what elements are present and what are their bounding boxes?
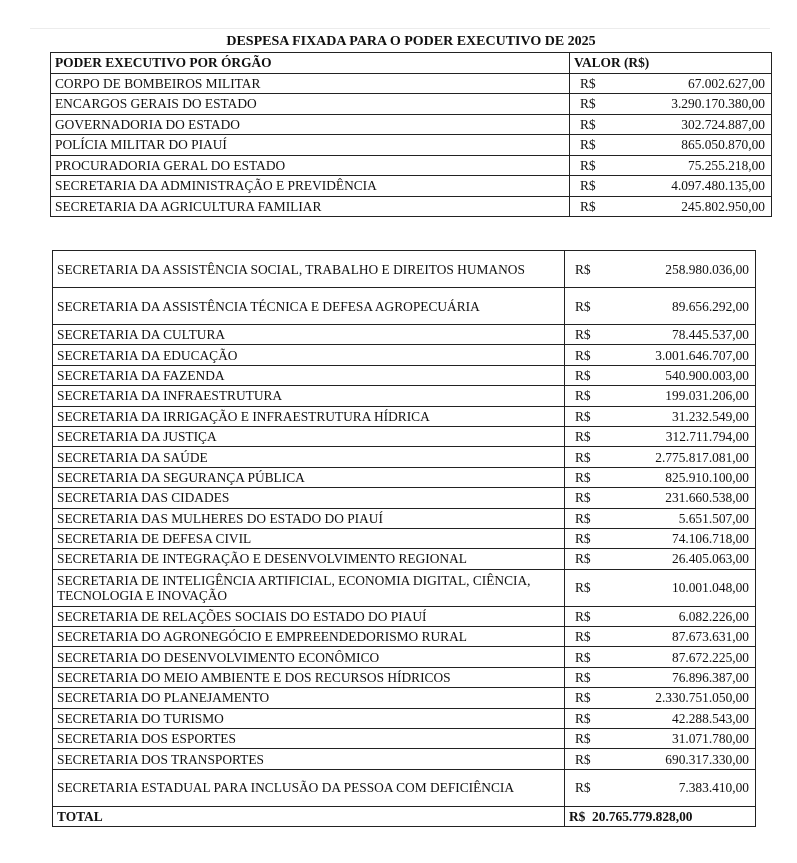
- valor-cell: [565, 345, 756, 365]
- orgao-cell: SECRETARIA DE INTELIGÊNCIA ARTIFICIAL, ECONOMIA DIGITAL, CIÊNCIA, TECNOLOGIA E INOVAÇÃO: [53, 569, 565, 606]
- currency-symbol: R$: [580, 75, 596, 91]
- currency-symbol: R$: [575, 649, 591, 665]
- orgao-cell: SECRETARIA DA AGRICULTURA FAMILIAR: [51, 196, 570, 217]
- valor-cell: [570, 94, 772, 115]
- table-row: [53, 729, 756, 749]
- currency-symbol: R$: [575, 690, 591, 706]
- valor-cell: [565, 769, 756, 806]
- orgao-cell: SECRETARIA DE RELAÇÕES SOCIAIS DO ESTADO DO PIAUÍ: [53, 606, 565, 626]
- currency-symbol: R$: [580, 157, 596, 173]
- currency-symbol: R$: [575, 629, 591, 645]
- table-row: [53, 528, 756, 548]
- table-row: [53, 325, 756, 345]
- currency-symbol: R$: [575, 298, 591, 314]
- amount: 31.071.780,00: [672, 731, 749, 747]
- valor-cell: [570, 135, 772, 156]
- currency-symbol: R$: [575, 388, 591, 404]
- budget-table-part2: [52, 250, 756, 827]
- header-orgao: PODER EXECUTIVO POR ÓRGÃO: [51, 53, 570, 74]
- table-row: [53, 467, 756, 487]
- valor-cell: [565, 528, 756, 548]
- amount: 74.106.718,00: [672, 531, 749, 547]
- orgao-cell: SECRETARIA ESTADUAL PARA INCLUSÃO DA PESSOA COM DEFICIÊNCIA: [53, 769, 565, 806]
- orgao-cell: SECRETARIA DA JUSTIÇA: [53, 426, 565, 446]
- table-row: [53, 606, 756, 626]
- valor-cell: [565, 365, 756, 385]
- currency-symbol: R$: [580, 137, 596, 153]
- valor-cell: [565, 488, 756, 508]
- currency-symbol: R$: [575, 580, 591, 596]
- orgao-cell: SECRETARIA DA INFRAESTRUTURA: [53, 386, 565, 406]
- currency-symbol: R$: [575, 780, 591, 796]
- amount: 2.330.751.050,00: [655, 690, 749, 706]
- amount: 89.656.292,00: [672, 298, 749, 314]
- valor-cell: [565, 627, 756, 647]
- valor-cell: [565, 288, 756, 325]
- orgao-cell: SECRETARIA DO PLANEJAMENTO: [53, 688, 565, 708]
- currency-symbol: R$: [575, 327, 591, 343]
- currency-symbol: R$: [575, 408, 591, 424]
- orgao-cell: SECRETARIA DE INTEGRAÇÃO E DESENVOLVIMENTO REGIONAL: [53, 549, 565, 569]
- valor-cell: [565, 251, 756, 288]
- table-row: [51, 73, 772, 94]
- currency-symbol: R$: [575, 449, 591, 465]
- valor-cell: [565, 467, 756, 487]
- amount: 67.002.627,00: [688, 75, 765, 91]
- currency-symbol: R$: [575, 490, 591, 506]
- valor-cell: [565, 749, 756, 769]
- currency-symbol: R$: [580, 96, 596, 112]
- valor-cell: [565, 325, 756, 345]
- table-row: [53, 647, 756, 667]
- orgao-cell: GOVERNADORIA DO ESTADO: [51, 114, 570, 135]
- table-row: [53, 667, 756, 687]
- amount: 4.097.480.135,00: [671, 178, 765, 194]
- valor-cell: [565, 406, 756, 426]
- amount: 42.288.543,00: [672, 710, 749, 726]
- valor-cell: [565, 729, 756, 749]
- orgao-cell: SECRETARIA DO AGRONEGÓCIO E EMPREENDEDORISMO RURAL: [53, 627, 565, 647]
- orgao-cell: SECRETARIA DA SAÚDE: [53, 447, 565, 467]
- valor-cell: [565, 667, 756, 687]
- table-row: [53, 688, 756, 708]
- amount: 76.896.387,00: [672, 670, 749, 686]
- table-row: [51, 135, 772, 156]
- table-row: [53, 365, 756, 385]
- table-row: [53, 569, 756, 606]
- amount: 10.001.048,00: [672, 580, 749, 596]
- table-row: [53, 386, 756, 406]
- amount: 3.290.170.380,00: [671, 96, 765, 112]
- amount: 312.711.794,00: [665, 429, 749, 445]
- orgao-cell: SECRETARIA DAS MULHERES DO ESTADO DO PIAUÍ: [53, 508, 565, 528]
- amount: 7.383.410,00: [678, 780, 749, 796]
- valor-cell: [570, 176, 772, 197]
- amount: 231.660.538,00: [665, 490, 749, 506]
- table-row: [53, 488, 756, 508]
- currency-symbol: R$: [580, 198, 596, 214]
- table-row: [53, 708, 756, 728]
- currency-symbol: R$: [575, 608, 591, 624]
- orgao-cell: SECRETARIA DA FAZENDA: [53, 365, 565, 385]
- valor-cell: [570, 73, 772, 94]
- table-row: [53, 406, 756, 426]
- table-row: [51, 176, 772, 197]
- table-row: [53, 627, 756, 647]
- amount: 540.900.003,00: [665, 367, 749, 383]
- amount: 78.445.537,00: [672, 327, 749, 343]
- amount: 75.255.218,00: [688, 157, 765, 173]
- table-row: [53, 288, 756, 325]
- valor-cell: [565, 386, 756, 406]
- currency-symbol: R$: [575, 751, 591, 767]
- orgao-cell: SECRETARIA DA IRRIGAÇÃO E INFRAESTRUTURA HÍDRICA: [53, 406, 565, 426]
- valor-cell: [565, 606, 756, 626]
- orgao-cell: CORPO DE BOMBEIROS MILITAR: [51, 73, 570, 94]
- header-valor: VALOR (R$): [570, 53, 772, 74]
- amount: 5.651.507,00: [678, 510, 749, 526]
- amount: 87.673.631,00: [672, 629, 749, 645]
- amount: 26.405.063,00: [672, 551, 749, 567]
- amount: 865.050.870,00: [681, 137, 765, 153]
- amount: 87.672.225,00: [672, 649, 749, 665]
- table-row: [51, 114, 772, 135]
- orgao-cell: SECRETARIA DA CULTURA: [53, 325, 565, 345]
- table-row: [53, 549, 756, 569]
- currency-symbol: R$: [575, 367, 591, 383]
- orgao-cell: ENCARGOS GERAIS DO ESTADO: [51, 94, 570, 115]
- currency-symbol: R$: [575, 429, 591, 445]
- top-divider: [30, 28, 770, 29]
- valor-cell: [565, 426, 756, 446]
- amount: 2.775.817.081,00: [655, 449, 749, 465]
- valor-cell: [565, 447, 756, 467]
- amount: 245.802.950,00: [681, 198, 765, 214]
- orgao-cell: SECRETARIA DA ASSISTÊNCIA TÉCNICA E DEFESA AGROPECUÁRIA: [53, 288, 565, 325]
- orgao-cell: SECRETARIA DOS ESPORTES: [53, 729, 565, 749]
- amount: 31.232.549,00: [672, 408, 749, 424]
- table-row: [51, 155, 772, 176]
- table-row: [51, 94, 772, 115]
- orgao-cell: SECRETARIA DA SEGURANÇA PÚBLICA: [53, 467, 565, 487]
- table-row: [51, 196, 772, 217]
- amount: 690.317.330,00: [665, 751, 749, 767]
- orgao-cell: SECRETARIA DA ASSISTÊNCIA SOCIAL, TRABALHO E DIREITOS HUMANOS: [53, 251, 565, 288]
- valor-cell: [565, 569, 756, 606]
- valor-cell: [565, 708, 756, 728]
- currency-symbol: R$: [575, 261, 591, 277]
- orgao-cell: POLÍCIA MILITAR DO PIAUÍ: [51, 135, 570, 156]
- total-label: TOTAL: [53, 806, 565, 826]
- valor-cell: [570, 114, 772, 135]
- table-header-row: [51, 53, 772, 74]
- currency-symbol: R$: [575, 469, 591, 485]
- table-row: [53, 769, 756, 806]
- currency-symbol: R$: [575, 670, 591, 686]
- amount: 302.724.887,00: [681, 116, 765, 132]
- amount: 258.980.036,00: [665, 261, 749, 277]
- valor-cell: [570, 196, 772, 217]
- orgao-cell: SECRETARIA DE DEFESA CIVIL: [53, 528, 565, 548]
- table-row: [53, 508, 756, 528]
- currency-symbol: R$: [575, 731, 591, 747]
- orgao-cell: PROCURADORIA GERAL DO ESTADO: [51, 155, 570, 176]
- currency-symbol: R$: [575, 551, 591, 567]
- document-title: DESPESA FIXADA PARA O PODER EXECUTIVO DE 2025: [226, 34, 596, 49]
- currency-symbol: R$: [575, 531, 591, 547]
- orgao-cell: SECRETARIA DO MEIO AMBIENTE E DOS RECURSOS HÍDRICOS: [53, 667, 565, 687]
- amount: 3.001.646.707,00: [655, 347, 749, 363]
- table-row: [53, 447, 756, 467]
- table-row: [53, 426, 756, 446]
- amount: 825.910.100,00: [665, 469, 749, 485]
- amount: 199.031.206,00: [665, 388, 749, 404]
- currency-symbol: R$: [575, 510, 591, 526]
- table-row: [53, 251, 756, 288]
- orgao-cell: SECRETARIA DAS CIDADES: [53, 488, 565, 508]
- currency-symbol: R$: [575, 710, 591, 726]
- valor-cell: [565, 549, 756, 569]
- budget-table-part1: [50, 52, 772, 217]
- table-row: [53, 749, 756, 769]
- currency-symbol: R$: [575, 347, 591, 363]
- orgao-cell: SECRETARIA DA ADMINISTRAÇÃO E PREVIDÊNCIA: [51, 176, 570, 197]
- valor-cell: [565, 647, 756, 667]
- orgao-cell: SECRETARIA DA EDUCAÇÃO: [53, 345, 565, 365]
- table-row: [53, 345, 756, 365]
- total-value: R$ 20.765.779.828,00: [565, 806, 756, 826]
- valor-cell: [570, 155, 772, 176]
- currency-symbol: R$: [580, 178, 596, 194]
- orgao-cell: SECRETARIA DO DESENVOLVIMENTO ECONÔMICO: [53, 647, 565, 667]
- total-row: [53, 806, 756, 826]
- valor-cell: [565, 508, 756, 528]
- valor-cell: [565, 688, 756, 708]
- amount: 6.082.226,00: [678, 608, 749, 624]
- orgao-cell: SECRETARIA DOS TRANSPORTES: [53, 749, 565, 769]
- orgao-cell: SECRETARIA DO TURISMO: [53, 708, 565, 728]
- currency-symbol: R$: [580, 116, 596, 132]
